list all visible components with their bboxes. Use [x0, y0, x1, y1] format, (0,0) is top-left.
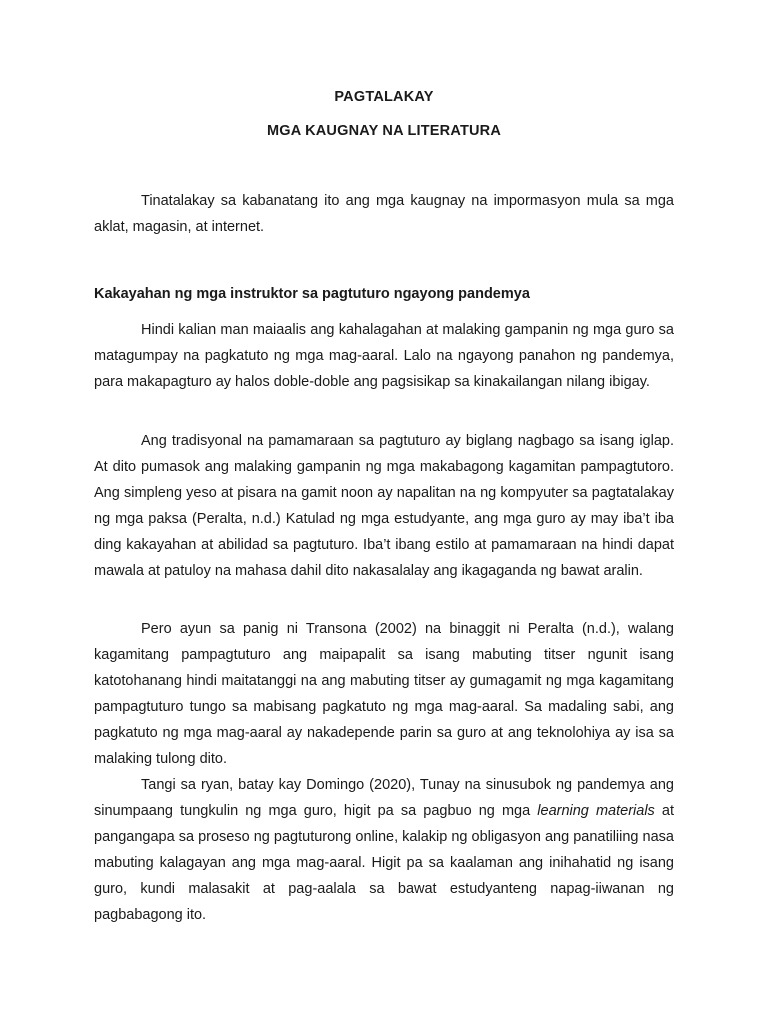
paragraph-4-italic-term: learning materials	[537, 803, 655, 819]
paragraph-2: Ang tradisyonal na pamamaraan sa pagtuturo ay biglang nagbago sa isang iglap. At dito pumasok ang malaking gampanin ng mga makabagong kagamitan pampagtutoro. Ang simpleng yeso at pisara na gamit noon ay napalitan na ng kompyuter sa pagtatalakay ng mga paksa (Peralta, n.d.) Katulad ng mga estudyante, ang mga guro ay may iba’t iba ding kakayahan at abilidad sa pagtuturo. Iba’t ibang estilo at pamamaraan na hindi dapat mawala at patuloy na mahasa dahil dito nakasalalay ang ikagaganda ng bawat aralin.	[94, 433, 674, 579]
section-heading: Kakayahan ng mga instruktor sa pagtuturo ngayong pandemya	[94, 286, 530, 302]
paragraph-4-block	[94, 772, 674, 928]
paragraph-2-block	[94, 428, 674, 584]
paragraph-3: Pero ayun sa panig ni Transona (2002) na binaggit ni Peralta (n.d.), walang kagamitang pampagtuturo ang maipapalit sa isang mabuting titser ngunit isang katotohanang hindi maitatanggi na ang mabuting titser ay gumagamit ng mga kagamitang pampagtuturo tungo sa mabisang pagkatuto ng mga mag-aaral. Sa madaling sabi, ang pagkatuto ng mga mag-aaral ay nakadepende parin sa guro at ang teknolohiya ay isa sa malaking tulong dito.	[94, 621, 674, 767]
intro-block	[94, 188, 674, 240]
paragraph-1: Hindi kalian man maiaalis ang kahalagahan at malaking gampanin ng mga guro sa matagumpay na pagkatuto ng mga mag-aaral. Lalo na ngayong panahon ng pandemya, para makapagturo ay halos doble-doble ang pagsisikap sa kinakailangan nilang ibigay.	[94, 322, 674, 390]
paragraph-4-end: at pangangapa sa proseso ng pagtuturong online, kalakip ng obligasyon ang panatiliing nasa mabuting kalagayan ang mga mag-aaral. Higit pa sa kaalaman ang inihahatid ng isang guro, kundi malasakit at pag-aalala sa bawat estudyanteng napag-iiwanan ng pagbabagong ito.	[94, 803, 674, 923]
paragraph-1-block	[94, 317, 674, 395]
document-subtitle: MGA KAUGNAY NA LITERATURA	[266, 123, 502, 139]
intro-paragraph: Tinatalakay sa kabanatang ito ang mga kaugnay na impormasyon mula sa mga aklat, magasin, at internet.	[94, 193, 674, 235]
document-title: PAGTALAKAY	[334, 89, 434, 105]
paragraph-3-block	[94, 616, 674, 772]
paragraph-4	[94, 772, 674, 928]
paragraph-4-start: Tangi sa ryan, batay kay Domingo (2020), Tunay na sinusubok ng pandemya ang sinumpaang tungkulin ng mga guro, higit pa sa pagbuo ng mga	[94, 777, 674, 819]
